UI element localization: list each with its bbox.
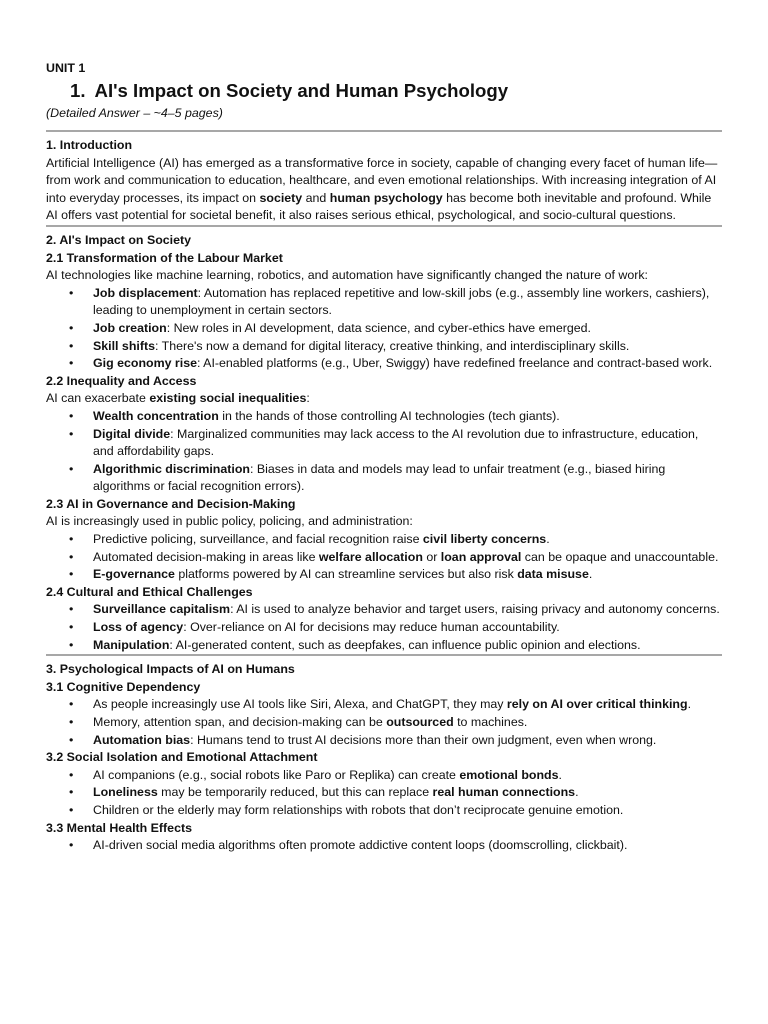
bold-term: Surveillance capitalism	[93, 602, 231, 617]
bullet-list-cultural	[46, 601, 722, 654]
bullet-list-labour	[46, 285, 722, 373]
intro-text: Artificial Intelligence (AI) has emerged as a transformative force in society, capable of changing every facet of human life—from work and communication to education, healthcare, and even emotional relationships. With increasing integration of AI into everyday processes, its impact on	[46, 155, 718, 205]
bullet-icon: •	[69, 620, 74, 635]
bullet-list-governance	[46, 531, 722, 584]
page-subtitle: (Detailed Answer – ~4–5 pages)	[46, 106, 223, 120]
bold-term: existing social inequalities	[149, 391, 307, 406]
item-text: Predictive policing, surveillance, and facial recognition raise	[93, 532, 423, 547]
bullet-icon: •	[69, 567, 74, 582]
introduction-paragraph	[46, 155, 722, 225]
list-item	[69, 784, 722, 802]
bold-term: loan approval	[440, 549, 522, 564]
list-item	[69, 549, 722, 567]
bold-term: Job displacement	[93, 285, 198, 300]
list-item	[69, 837, 722, 855]
bullet-list-cognitive	[46, 696, 722, 749]
list-item	[69, 461, 722, 496]
item-text: Automated decision-making in areas like	[93, 549, 319, 564]
subsection-heading-mental-health: 3.3 Mental Health Effects	[46, 820, 192, 835]
list-item	[69, 637, 722, 655]
bold-term: Wealth concentration	[93, 408, 219, 423]
list-item	[69, 566, 722, 584]
title-number: 1.	[70, 80, 86, 101]
bold-term: Manipulation	[93, 637, 170, 652]
intro-bold-term: human psychology	[329, 190, 443, 205]
bullet-icon: •	[69, 338, 74, 353]
bullet-icon: •	[69, 838, 74, 853]
list-item	[69, 802, 722, 820]
bold-term: civil liberty concerns	[422, 532, 547, 547]
subsection-intro: AI is increasingly used in public policy, policing, and administration:	[46, 514, 413, 529]
section-divider	[46, 225, 722, 227]
bullet-icon: •	[69, 602, 74, 617]
list-item	[69, 714, 722, 732]
subsection-heading-governance: 2.3 AI in Governance and Decision-Making	[46, 496, 296, 511]
item-text: : New roles in AI development, data science, and cyber-ethics have emerged.	[166, 320, 591, 335]
bullet-icon: •	[69, 356, 74, 371]
bold-term: E-governance	[93, 567, 175, 582]
list-item	[69, 619, 722, 637]
item-text: may be temporarily reduced, but this can replace	[157, 785, 433, 800]
item-text: or	[422, 549, 441, 564]
section-divider	[46, 130, 722, 132]
item-text: : Marginalized communities may lack access to the AI revolution due to infrastructure, education, and affordability gaps.	[93, 426, 699, 459]
bold-term: Automation bias	[93, 732, 191, 747]
list-item	[69, 696, 722, 714]
unit-label: UNIT 1	[46, 61, 86, 75]
list-item	[69, 285, 722, 320]
item-text: Memory, attention span, and decision-making can be	[93, 715, 387, 729]
list-item	[69, 767, 722, 785]
bullet-icon: •	[69, 532, 74, 547]
title-text: AI's Impact on Society and Human Psychology	[94, 80, 509, 101]
subsection-heading-inequality: 2.2 Inequality and Access	[46, 373, 197, 388]
item-text: .	[588, 567, 593, 582]
subsection-heading-labour-market: 2.1 Transformation of the Labour Market	[46, 250, 283, 265]
list-item	[69, 732, 722, 750]
item-text: : Automation has replaced repetitive and low-skill jobs (e.g., assembly line workers, cashiers), leading to unemployment in certain sectors.	[93, 285, 710, 318]
item-text: .	[687, 697, 692, 712]
item-text: can be opaque and unaccountable.	[521, 549, 719, 564]
item-text: platforms powered by AI can streamline services but also risk	[174, 567, 518, 582]
item-text: .	[558, 767, 562, 782]
page-title	[70, 78, 722, 104]
bold-term: data misuse	[517, 567, 589, 582]
bullet-icon: •	[69, 637, 74, 652]
bullet-icon: •	[69, 285, 74, 300]
item-text: As people increasingly use AI tools like Siri, Alexa, and ChatGPT, they may	[93, 697, 507, 712]
subsection-heading-cognitive: 3.1 Cognitive Dependency	[46, 679, 201, 694]
bullet-icon: •	[69, 549, 74, 564]
subsection-heading-social-isolation: 3.2 Social Isolation and Emotional Attachment	[46, 750, 318, 765]
list-item	[69, 601, 722, 619]
item-text: in the hands of those controlling AI technologies (tech giants).	[218, 408, 560, 423]
bold-term: emotional bonds	[459, 767, 559, 782]
intro-bold-term: society	[259, 190, 303, 205]
item-text: AI-driven social media algorithms often promote addictive content loops (doomscrolling, clickbait).	[93, 838, 628, 853]
bold-term: Loss of agency	[93, 620, 184, 635]
section-heading-psychological: 3. Psychological Impacts of AI on Humans	[46, 662, 295, 677]
bullet-icon: •	[69, 802, 74, 817]
bullet-list-social-isolation	[46, 767, 722, 820]
bullet-list-inequality	[46, 408, 722, 496]
intro-text: has become both inevitable and profound. While AI offers vast potential for societal benefit, it also raises serious ethical, psychological, and socio-cultural questions.	[46, 190, 712, 223]
item-text: : There's now a demand for digital literacy, creative thinking, and interdisciplinary skills.	[154, 338, 630, 353]
section-divider	[46, 654, 722, 656]
bold-term: Loneliness	[93, 785, 158, 800]
item-text: Children or the elderly may form relationships with robots that don’t reciprocate genuine emotion.	[93, 802, 624, 817]
item-text: : Over-reliance on AI for decisions may reduce human accountability.	[183, 620, 560, 635]
subsection-intro	[46, 390, 722, 408]
bold-term: Job creation	[93, 320, 167, 335]
list-item	[69, 426, 722, 461]
bullet-icon: •	[69, 732, 74, 747]
bold-term: Skill shifts	[93, 338, 155, 353]
bold-term: Algorithmic discrimination	[93, 461, 250, 476]
list-item	[69, 320, 722, 338]
subsection-heading-cultural-ethical: 2.4 Cultural and Ethical Challenges	[46, 584, 253, 599]
intro-text: and	[302, 190, 330, 205]
bold-term: outsourced	[386, 715, 454, 729]
item-text: AI companions (e.g., social robots like Paro or Replika) can create	[93, 767, 460, 782]
bold-term: Gig economy rise	[93, 356, 197, 371]
subsection-intro: AI technologies like machine learning, robotics, and automation have significantly changed the nature of work:	[46, 268, 648, 283]
intro-text: AI can exacerbate	[46, 391, 150, 406]
bold-term: real human connections	[432, 785, 576, 800]
section-heading-society: 2. AI's Impact on Society	[46, 232, 192, 247]
item-text: : AI-enabled platforms (e.g., Uber, Swiggy) have redefined freelance and contract-based work.	[196, 356, 713, 371]
bullet-icon: •	[69, 715, 74, 729]
list-item	[69, 408, 722, 426]
item-text: to machines.	[453, 715, 528, 729]
bullet-icon: •	[69, 408, 74, 423]
bullet-icon: •	[69, 785, 74, 800]
bullet-icon: •	[69, 461, 74, 476]
bullet-icon: •	[69, 320, 74, 335]
bullet-icon: •	[69, 767, 74, 782]
bold-term: Digital divide	[93, 426, 171, 441]
intro-text: :	[306, 391, 310, 406]
item-text: : Biases in data and models may lead to unfair treatment (e.g., biased hiring algorithms or facial recognition errors).	[93, 461, 666, 494]
item-text: : AI is used to analyze behavior and target users, raising privacy and autonomy concerns.	[230, 602, 720, 617]
bullet-list-mental-health	[46, 837, 722, 855]
list-item	[69, 355, 722, 373]
bullet-icon: •	[69, 697, 74, 712]
list-item	[69, 338, 722, 356]
section-heading-introduction: 1. Introduction	[46, 138, 133, 152]
bold-term: rely on AI over critical thinking	[506, 697, 688, 712]
item-text: : AI-generated content, such as deepfakes, can influence public opinion and elections.	[169, 637, 641, 652]
bold-term: welfare allocation	[318, 549, 423, 564]
list-item	[69, 531, 722, 549]
item-text: .	[575, 785, 579, 800]
item-text: : Humans tend to trust AI decisions more than their own judgment, even when wrong.	[190, 732, 657, 747]
item-text: .	[546, 532, 550, 547]
bullet-icon: •	[69, 426, 74, 441]
